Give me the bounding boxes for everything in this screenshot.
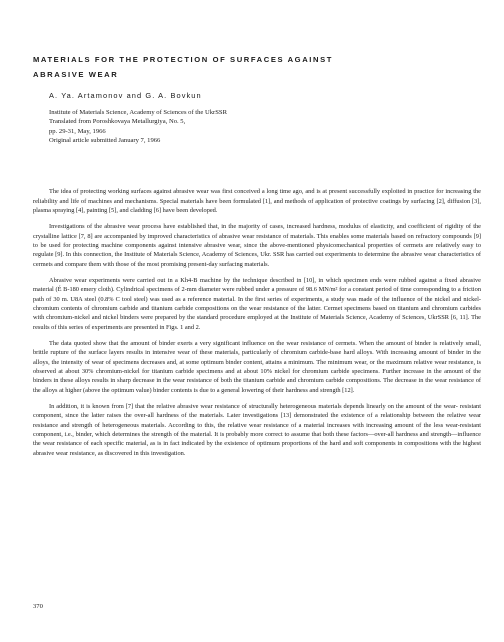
authors: A. Ya. Artamonov and G. A. Bovkun <box>49 91 202 100</box>
article <box>33 52 481 465</box>
submission-date: Original article submitted January 7, 1966 <box>49 136 161 144</box>
article-title <box>33 52 481 82</box>
title-line-2: ABRASIVE WEAR <box>33 70 119 79</box>
page-range: pp. 29-31, May, 1966 <box>49 127 106 135</box>
article-meta <box>49 108 481 145</box>
paragraph-4: The data quoted show that the amount of binder exerts a very significant influence on the wear resistance of cermets. When the amount of binder is relatively small, brittle rupture of the surface layers results in intensive wear of these materials, particularly of chromium carbide-base hard alloys. With increasing amount of binder in the alloys, the intensity of wear of specimens decreases and, at some optimum binder content, attains a minimum. The minimum wear, or the maximum relative wear resistance, is observed at about 30% chromium-nickel for titanium carbide specimens and at about 10% nickel for chromium carbide specimens. Further increase in the amount of the binders in these alloys results in sharp decrease in the wear resistance of both the titanium carbide and chromium carbide compositions. The decrease in the wear resistance of the alloys at higher (above the optimum value) binder contents is due to a general lowering of their hardness and strength [12]. <box>33 340 481 394</box>
page-number: 370 <box>33 603 43 610</box>
paragraph-2: Investigations of the abrasive wear process have established that, in the majority of cases, increased hardness, modulus of elasticity, and coefficient of rigidity of the crystalline lattice [7, 8] are accompanied by improved characteristics of abrasive wear resistance of materials. This enables some materials based on refractory compounds [9] to be used for protecting machine components against intensive abrasive wear, since the above-mentioned physicomechanical properties of cermets are relatively easy to regulate [9]. In this connection, the Institute of Materials Science, Academy of Sciences, Ukr. SSR has carried out experiments to determine the abrasive wear characteristics of cermets and compare them with those of the most promising present-day surfacing materials. <box>33 223 481 268</box>
translation-source: Translated from Poroshkovaya Metallurgiya, No. 5, <box>49 118 186 126</box>
title-line-1: MATERIALS FOR THE PROTECTION OF SURFACES AGAINST <box>33 55 333 64</box>
paragraph-3: Abrasive wear experiments were carried out in a Kh4-B machine by the technique described in [10], in which specimen ends were rubbed against a fixed abrasive material (É B-180 emery cloth). Cylindrical specimens of 2-mm diameter were rubbed under a pressure of 98.6 MN/m² for a constant period of time corresponding to a friction path of 30 m. U8A steel (0.8% C tool steel) was used as a reference material. In the first series of experiments, a study was made of the influence of the nickel and nickel-chromium contents of chromium carbide and titanium carbide compositions on the wear resistance of the latter. Cermet specimens based on titanium and chromium carbides with chromium-nickel and nickel binders were prepared by the standard procedure employed at the Institute of Materials Science, Academy of Sciences, UkrSSR [6, 11]. The results of this series of experiments are presented in Figs. 1 and 2. <box>33 276 481 331</box>
article-body <box>33 187 481 458</box>
paragraph-1: The idea of protecting working surfaces against abrasive wear was first conceived a long time ago, and is at present successfully exploited in practice for increasing the reliability and life of machines and mechanisms. Special materials have been formulated [1], and methods of application of protective coatings by surfacing [2], diffusion [3], plasma spraying [4], painting [5], and cladding [6] have been developed. <box>33 188 481 214</box>
paragraph-5: In addition, it is known from [7] that the relative abrasive wear resistance of structurally heterogeneous materials depends linearly on the amount of the wear- resistant component, since the latter raises the over-all hardness of the materials. Later investigations [13] demonstrated the existence of a relationship between the relative wear resistance and strength of heterogeneous materials. According to this, the relative wear resistance of a material increases with increasing amount of the less wear-resistant component, i.e., binder, which determines the strength of the material. It is probably more correct to assume that both these factors—over-all hardness and strength—influence the wear resistance of each specific material, as is in fact indicated by the existence of optimum proportions of the hard and soft components in compositions with the highest abrasive wear resistance, as discovered in this investigation. <box>33 403 481 457</box>
institution: Institute of Materials Science, Academy of Sciences of the UkrSSR <box>49 109 227 116</box>
